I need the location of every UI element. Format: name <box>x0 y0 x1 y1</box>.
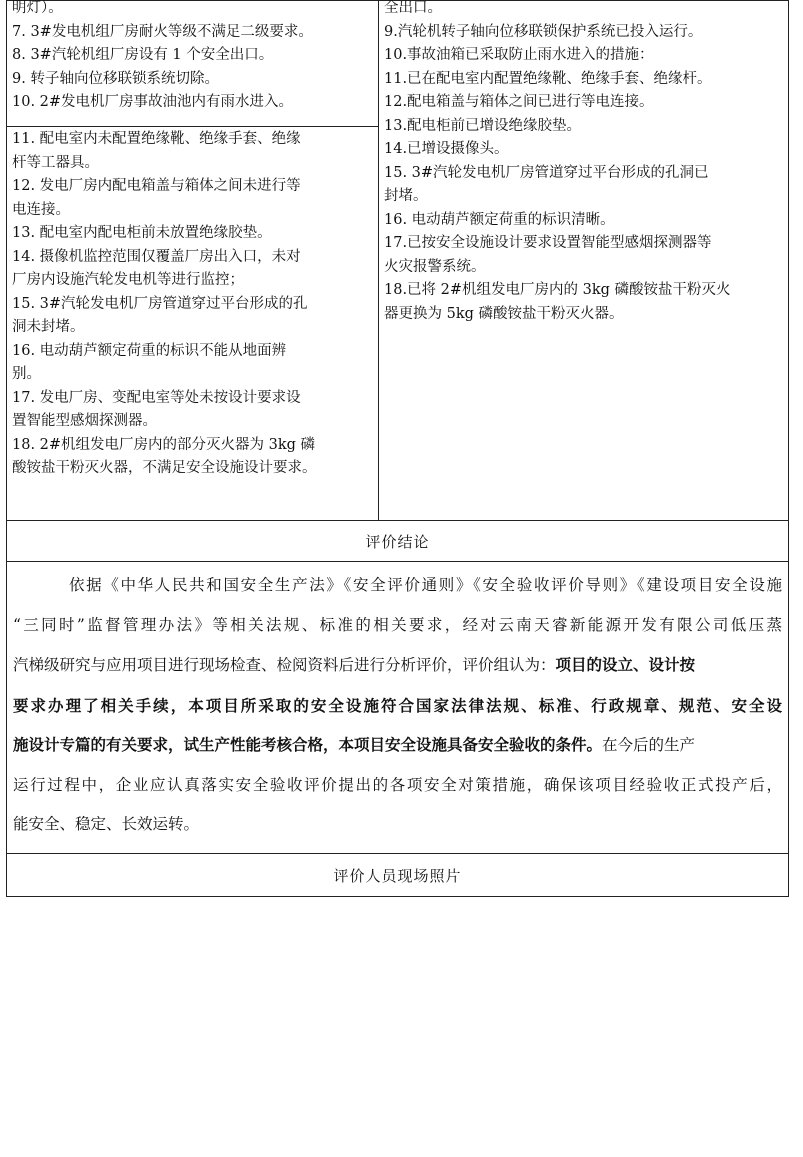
rectification-line: 13.配电柜前已增设绝缘胶垫。 <box>384 117 582 134</box>
evaluation-table <box>6 0 789 897</box>
rectification-line: 封堵。 <box>384 188 428 204</box>
rectification-line: 14.已增设摄像头。 <box>384 141 509 157</box>
rectification-line: 10.事故油箱已采取防止雨水进入的措施： <box>384 47 654 63</box>
photos-header: 评价人员现场照片 <box>7 854 789 897</box>
issues-cell-bottom <box>7 127 379 521</box>
issue-line: 17. 发电厂房、变配电室等处未按设计要求设 <box>12 389 301 406</box>
issue-line: 16. 电动葫芦额定荷重的标识不能从地面辨 <box>12 342 287 359</box>
issue-line: 置智能型感烟探测器。 <box>12 413 157 429</box>
issue-line: 明灯）。 <box>12 0 63 16</box>
issue-line: 11. 配电室内未配置绝缘靴、绝缘手套、绝缘 <box>12 131 301 147</box>
issue-line: 13. 配电室内配电柜前未放置绝缘胶垫。 <box>12 225 272 241</box>
conclusion-line: 运行过程中，企业应认真落实安全验收评价提出的各项安全对策措施，确保该项目经验收正式投产后， <box>13 775 782 794</box>
conclusion-text: 在今后的生产 <box>602 736 696 754</box>
conclusion-bold-text: 施设计专篇的有关要求，试生产性能考核合格，本项目安全设施具备安全验收的条件。 <box>13 735 603 754</box>
issue-line: 电连接。 <box>12 201 70 218</box>
issue-line: 酸铵盐干粉灭火器，不满足安全设施设计要求。 <box>12 460 317 476</box>
issue-line: 12. 发电厂房内配电箱盖与箱体之间未进行等 <box>12 178 301 194</box>
issue-line: 10. 2#发电机厂房事故油池内有雨水进入。 <box>12 94 294 110</box>
conclusion-line <box>13 645 782 686</box>
issue-line: 8. 3#汽轮机组厂房设有 1 个安全出口。 <box>12 47 274 63</box>
issue-line: 洞未封堵。 <box>12 319 85 335</box>
issue-line: 7. 3#发电机组厂房耐火等级不满足二级要求。 <box>12 23 313 40</box>
issues-cell-top <box>7 1 379 127</box>
conclusion-line: 依据《中华人民共和国安全生产法》《安全评价通则》《安全验收评价导则》《建设项目安全设施 <box>69 576 782 594</box>
rectification-line: 全出口。 <box>384 0 442 16</box>
rectification-line: 15. 3#汽轮发电机厂房管道穿过平台形成的孔洞已 <box>384 164 709 181</box>
rectification-line: 18.已将 2#机组发电厂房内的 3kg 磷酸铵盐干粉灭火 <box>384 282 731 298</box>
conclusion-bold-text: 项目的设立、设计按 <box>555 655 696 674</box>
conclusion-text: 汽梯级研究与应用项目进行现场检查、检阅资料后进行分析评价，评价组认为： <box>13 656 556 674</box>
rectification-line: 12.配电箱盖与箱体之间已进行等电连接。 <box>384 94 654 110</box>
rectification-line: 火灾报警系统。 <box>384 258 486 275</box>
issue-line: 9. 转子轴向位移联锁系统切除。 <box>12 70 219 87</box>
document-page <box>6 0 788 897</box>
conclusion-bold-line: 要求办理了相关手续，本项目所采取的安全设施符合国家法律法规、标准、行政规章、规范、安全设 <box>13 695 782 715</box>
issue-line: 15. 3#汽轮发电机厂房管道穿过平台形成的孔 <box>12 295 308 312</box>
conclusion-body <box>7 562 789 854</box>
issue-line: 18. 2#机组发电厂房内的部分灭火器为 3kg 磷 <box>12 436 316 453</box>
rectifications-cell <box>379 1 789 521</box>
issue-line: 厂房内设施汽轮发电机等进行监控； <box>12 272 244 288</box>
conclusion-line <box>13 725 782 766</box>
rectification-line: 9.汽轮机转子轴向位移联锁保护系统已投入运行。 <box>384 23 703 40</box>
issue-line: 14. 摄像机监控范围仅覆盖厂房出入口，未对 <box>12 248 301 265</box>
rectification-line: 16. 电动葫芦额定荷重的标识清晰。 <box>384 211 615 228</box>
issue-line: 别。 <box>12 366 41 382</box>
rectification-line: 11.已在配电室内配置绝缘靴、绝缘手套、绝缘杆。 <box>384 70 712 87</box>
conclusion-line: 能安全、稳定、长效运转。 <box>13 815 200 833</box>
conclusion-line: “三同时”监督管理办法》等相关法规、标准的相关要求，经对云南天睿新能源开发有限公司低压蒸 <box>13 615 782 634</box>
rectification-line: 17.已按安全设施设计要求设置智能型感烟探测器等 <box>384 235 712 251</box>
conclusion-header: 评价结论 <box>7 521 789 562</box>
rectification-line: 器更换为 5kg 磷酸铵盐干粉灭火器。 <box>384 305 624 322</box>
issue-line: 杆等工器具。 <box>12 154 99 171</box>
